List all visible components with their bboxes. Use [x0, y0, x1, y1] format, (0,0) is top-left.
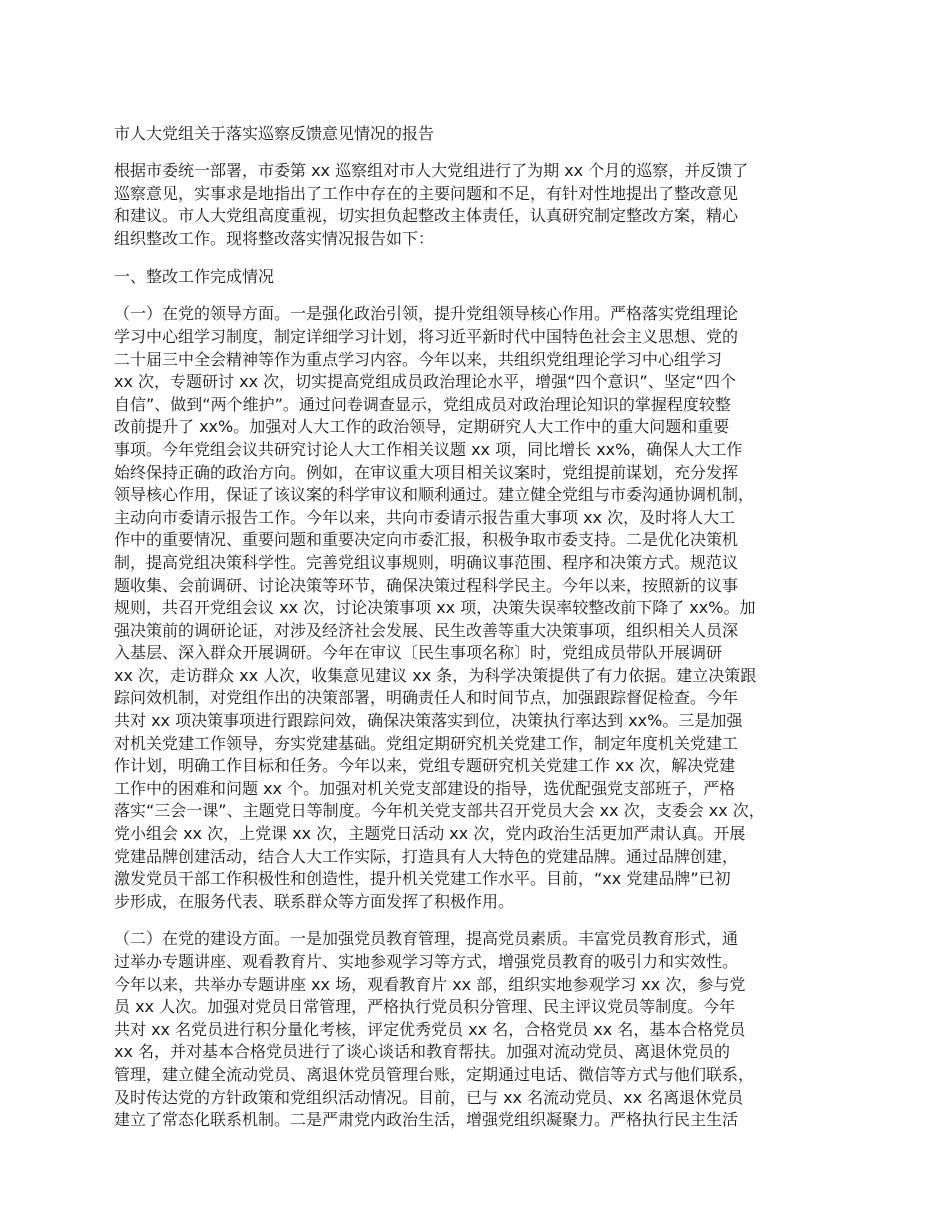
text-line: （二）在党的建设方面。一是加强党员教育管理，提高党员素质。丰富党员教育形式，通: [114, 929, 739, 949]
text-line: 改前提升了 xx%。加强对人大工作的政治领导，定期研究人大工作中的重大问题和重要: [114, 417, 730, 437]
text-line: 过举办专题讲座、观看教育片、实地参观学习等方式，增强党员教育的吸引力和实效性。: [114, 952, 739, 971]
text-line: 管理，建立健全流动党员、离退休党员管理台账，定期通过电话、微信等方式与他们联系，: [114, 1064, 755, 1084]
text-line: 和建议。市人大党组高度重视，切实担负起整改主体责任，认真研究制定整改方案，精心: [114, 206, 739, 226]
text-line: 始终保持正确的政治方向。例如，在审议重大项目相关议案时，党组提前谋划，充分发挥: [114, 462, 739, 482]
text-line: 步形成，在服务代表、联系群众等方面发挥了积极作用。: [114, 891, 515, 911]
document-title: 市人大党组关于落实巡察反馈意见情况的报告: [114, 124, 435, 143]
text-line: 规则，共召开党组会议 xx 次，讨论决策事项 xx 项，决策失误率较整改前下降了 xx%。加: [114, 598, 756, 618]
text-line: 组织整改工作。现将整改落实情况报告如下：: [114, 228, 435, 248]
text-line: xx 名，并对基本合格党员进行了谈心谈话和教育帮扶。加强对流动党员、离退休党员的: [114, 1042, 731, 1062]
text-line: 领导核心作用，保证了该议案的科学审议和顺利通过。建立健全党组与市委沟通协调机制，: [114, 485, 755, 505]
text-line: 主动向市委请示报告工作。今年以来，共向市委请示报告重大事项 xx 次，及时将人大工: [114, 507, 736, 527]
text-line: 落实“三会一课”、主题党日等制度。今年机关党支部共召开党员大会 xx 次，支委会 xx 次，: [114, 801, 765, 821]
text-line: 事项。今年党组会议共研究讨论人大工作相关议题 xx 项，同比增长 xx%，确保人大工作: [114, 439, 743, 459]
text-line: 作计划，明确工作目标和任务。今年以来，党组专题研究机关党建工作 xx 次，解决党建: [114, 756, 736, 776]
text-line: 作中的重要情况、重要问题和重要决定向市委汇报，积极争取市委支持。二是优化决策机: [114, 530, 739, 550]
text-line: 党建品牌创建活动，结合人大工作实际，打造具有人大特色的党建品牌。通过品牌创建，: [114, 846, 739, 866]
text-line: 共对 xx 项决策事项进行跟踪问效，确保决策落实到位，决策执行率达到 xx%。三是加强: [114, 711, 743, 731]
document-page: [114, 122, 856, 1147]
text-line: 工作中的困难和问题 xx 个。加强对机关党支部建设的指导，选优配强党支部班子，严格: [114, 778, 736, 798]
text-line: 二十届三中全会精神等作为重点学习内容。今年以来，共组织党组理论学习中心组学习: [114, 349, 723, 369]
text-line: 根据市委统一部署，市委第 xx 巡察组对市人大党组进行了为期 xx 个月的巡察，并反馈了: [114, 161, 749, 180]
text-line: 激发党员干部工作积极性和创造性，提升机关党建工作水平。目前，“xx 党建品牌”已初: [114, 869, 731, 889]
text-line: xx 次，走访群众 xx 人次，收集意见建议 xx 条，为科学决策提供了有力依据。建立决策跟: [114, 665, 757, 685]
text-line: 制，提高党组决策科学性。完善党组议事规则，明确议事范围、程序和决策方式。规范议: [114, 552, 739, 572]
text-line: 共对 xx 名党员进行积分量化考核，评定优秀党员 xx 名，合格党员 xx 名，基本合格党员: [114, 1019, 746, 1039]
text-line: 建立了常态化联系机制。二是严肃党内政治生活，增强党组织凝聚力。严格执行民主生活: [114, 1110, 739, 1130]
section-heading: 一、整改工作完成情况: [114, 267, 275, 287]
text-line: 题收集、会前调研、讨论决策等环节，确保决策过程科学民主。今年以来，按照新的议事: [114, 575, 739, 595]
text-line: 学习中心组学习制度，制定详细学习计划，将习近平新时代中国特色社会主义思想、党的: [114, 326, 739, 346]
paragraph-party-building: [114, 928, 856, 1131]
text-line: 今年以来，共举办专题讲座 xx 场，观看教育片 xx 部，组织实地参观学习 xx 次，参与党: [114, 974, 746, 994]
text-line: 强决策前的调研论证，对涉及经济社会发展、民生改善等重大决策事项，组织相关人员深: [114, 620, 739, 640]
text-line: 入基层、深入群众开展调研。今年在审议〔民生事项名称〕时，党组成员带队开展调研: [114, 643, 723, 663]
text-line: xx 次，专题研讨 xx 次，切实提高党组成员政治理论水平，增强“四个意识”、坚定“四个: [114, 372, 737, 392]
text-line: 自信”、做到“两个维护”。通过问卷调查显示，党组成员对政治理论知识的掌握程度较整: [114, 394, 731, 414]
text-line: 员 xx 人次。加强对党员日常管理，严格执行党员积分管理、民主评议党员等制度。今年: [114, 997, 736, 1017]
text-line: 巡察意见，实事求是地指出了工作中存在的主要问题和不足，有针对性地提出了整改意见: [114, 183, 739, 203]
text-line: 对机关党建工作领导，夯实党建基础。党组定期研究机关党建工作，制定年度机关党建工: [114, 733, 739, 753]
text-line: （一）在党的领导方面。一是强化政治引领，提升党组领导核心作用。严格落实党组理论: [114, 304, 739, 324]
paragraph-party-leadership: [114, 303, 856, 913]
intro-paragraph: [114, 160, 856, 250]
text-line: 踪问效机制，对党组作出的决策部署，明确责任人和时间节点，加强跟踪督促检查。今年: [114, 688, 739, 708]
text-line: 党小组会 xx 次，上党课 xx 次，主题党日活动 xx 次，党内政治生活更加严肃认真。开展: [114, 824, 746, 844]
text-line: 及时传达党的方针政策和党组织活动情况。目前，已与 xx 名流动党员、xx 名离退休党员: [114, 1087, 744, 1107]
